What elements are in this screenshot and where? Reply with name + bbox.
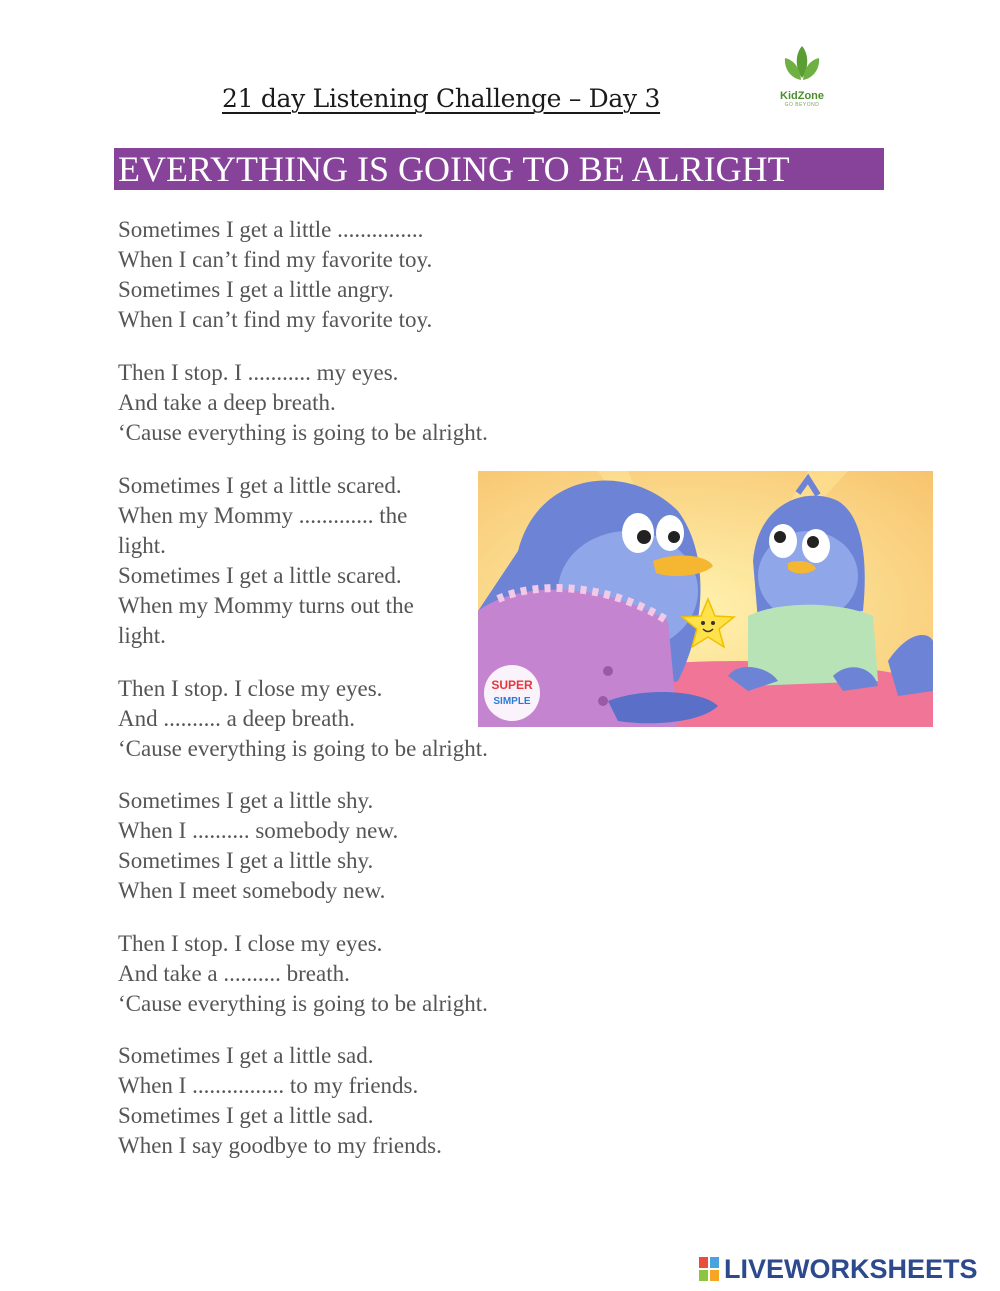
lyrics-stanza [118,674,488,764]
leaf-icon [782,44,822,90]
lyric-line: Sometimes I get a little scared. [118,473,402,498]
song-title-banner: EVERYTHING IS GOING TO BE ALRIGHT [114,148,884,190]
lyric-line: Then I stop. I ........... my eyes. [118,360,399,385]
lyrics-stanza [118,471,458,651]
lyric-line: Sometimes I get a little sad. [118,1043,374,1068]
lyric-line: When I meet somebody new. [118,878,386,903]
lyric-line: When I .......... somebody new. [118,818,399,843]
liveworksheets-logo-icon [698,1256,720,1282]
watermark-text: LIVEWORKSHEETS [724,1254,978,1284]
lyric-line: Sometimes I get a little angry. [118,277,394,302]
lyric-line: ‘Cause everything is going to be alright. [118,991,488,1016]
lyric-line: When my Mommy turns out the light. [118,593,414,648]
super-simple-badge-top: SUPER [491,678,533,692]
lyric-line: When I can’t find my favorite toy. [118,247,433,272]
worksheet-title: 21 day Listening Challenge – Day 3 [222,84,661,113]
lyric-line: And .......... a deep breath. [118,706,355,731]
logo-name: KidZone [780,90,824,102]
lyric-line: ‘Cause everything is going to be alright. [118,736,488,761]
video-thumbnail[interactable] [478,471,933,727]
kidzone-logo [770,44,834,120]
lyric-line: Sometimes I get a little scared. [118,563,402,588]
lyric-line: Sometimes I get a little shy. [118,788,374,813]
liveworksheets-watermark [698,1254,978,1284]
cartoon-birds-illustration [478,471,933,727]
lyrics-stanza [118,358,488,448]
lyric-line: When I ................ to my friends. [118,1073,419,1098]
super-simple-badge-bottom: SIMPLE [493,696,531,707]
lyrics-stanza [118,786,398,906]
lyrics-stanza [118,929,488,1019]
lyric-line: Then I stop. I close my eyes. [118,676,383,701]
logo-tagline: GO BEYOND [784,102,820,108]
lyric-line: And take a deep breath. [118,390,336,415]
lyric-line: Then I stop. I close my eyes. [118,931,383,956]
lyrics-stanza [118,1041,442,1161]
lyrics-stanza [118,215,432,335]
lyric-line: When I can’t find my favorite toy. [118,307,433,332]
lyric-line: Sometimes I get a little ............... [118,217,424,242]
lyric-line: When I say goodbye to my friends. [118,1133,442,1158]
lyric-line: Sometimes I get a little shy. [118,848,374,873]
lyric-line: And take a .......... breath. [118,961,350,986]
lyric-line: Sometimes I get a little sad. [118,1103,374,1128]
lyric-line: ‘Cause everything is going to be alright. [118,420,488,445]
lyric-line: When my Mommy ............. the light. [118,503,408,558]
